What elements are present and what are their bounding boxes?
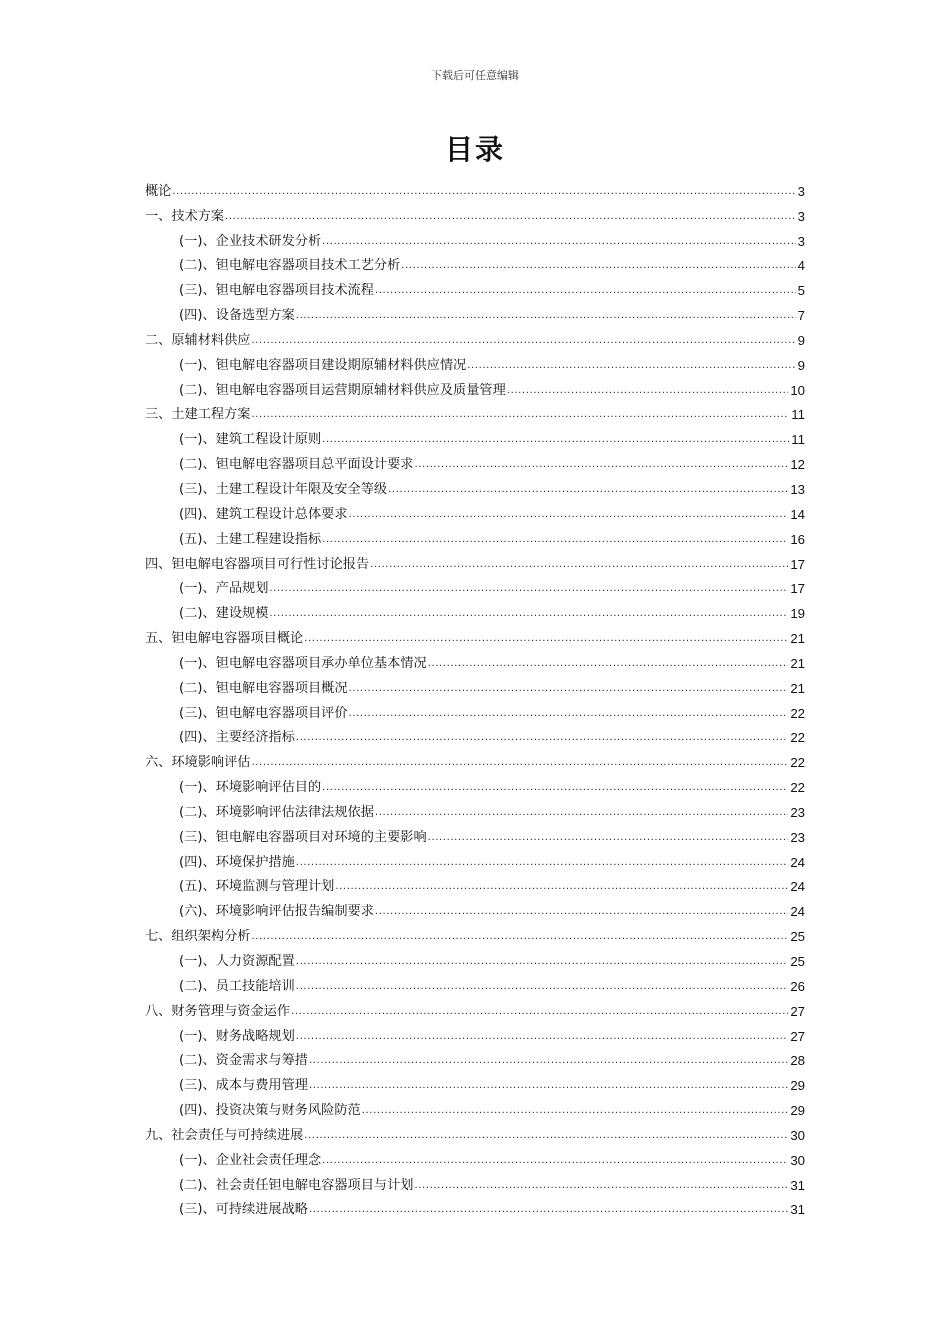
toc-dot-leader (348, 705, 789, 722)
page-title: 目录 (444, 133, 505, 166)
toc-entry-page-number: 22 (790, 730, 805, 746)
toc-entry[interactable] (145, 871, 805, 896)
toc-entry-label: (一)、钽电解电容器项目建设期原辅材料供应情况 (179, 357, 467, 373)
toc-entry-label: (二)、钽电解电容器项目运营期原辅材料供应及质量管理 (179, 382, 506, 398)
toc-entry-label: 五、钽电解电容器项目概论 (145, 631, 304, 647)
toc-entry[interactable] (145, 423, 805, 448)
toc-entry[interactable] (145, 895, 805, 920)
toc-entry-page-number: 27 (790, 1028, 805, 1044)
toc-entry-label: 概论 (145, 183, 172, 199)
toc-entry-page-number: 27 (790, 1003, 805, 1019)
toc-entry-label: (一)、企业社会责任理念 (179, 1152, 322, 1168)
toc-dot-leader (427, 655, 789, 672)
toc-entry-page-number: 5 (797, 283, 805, 299)
toc-entry-label: (四)、投资决策与财务风险防范 (179, 1103, 361, 1119)
toc-entry[interactable] (145, 324, 805, 349)
toc-dot-leader (321, 431, 789, 448)
toc-entry[interactable] (145, 995, 805, 1020)
toc-dot-leader (466, 357, 795, 374)
toc-entry[interactable] (145, 697, 805, 722)
toc-entry[interactable] (145, 821, 805, 846)
toc-entry[interactable] (145, 970, 805, 995)
toc-dot-leader (295, 307, 796, 324)
toc-entry[interactable] (145, 1194, 805, 1219)
toc-entry-page-number: 9 (797, 357, 805, 373)
toc-dot-leader (295, 1028, 789, 1045)
toc-entry-page-number: 30 (790, 1152, 805, 1168)
toc-entry[interactable] (145, 1144, 805, 1169)
toc-entry[interactable] (145, 299, 805, 324)
toc-dot-leader (374, 903, 788, 920)
toc-entry-label: (六)、环境影响评估报告编制要求 (179, 904, 374, 920)
toc-entry[interactable] (145, 1094, 805, 1119)
toc-entry-page-number: 3 (797, 208, 805, 224)
toc-entry-label: (一)、钽电解电容器项目承办单位基本情况 (179, 655, 427, 671)
toc-dot-leader (321, 1152, 788, 1169)
toc-entry[interactable] (145, 647, 805, 672)
toc-entry[interactable] (145, 622, 805, 647)
toc-entry-label: (三)、钽电解电容器项目评价 (179, 705, 348, 721)
toc-entry[interactable] (145, 349, 805, 374)
toc-entry-page-number: 21 (790, 631, 805, 647)
toc-entry-label: 九、社会责任与可持续进展 (145, 1127, 304, 1143)
toc-entry-page-number: 19 (790, 606, 805, 622)
toc-entry-page-number: 3 (797, 183, 805, 199)
toc-entry-label: (四)、环境保护措施 (179, 854, 295, 870)
toc-entry[interactable] (145, 746, 805, 771)
toc-entry[interactable] (145, 1169, 805, 1194)
toc-entry-label: (二)、员工技能培训 (179, 978, 295, 994)
toc-entry-label: 一、技术方案 (145, 208, 225, 224)
toc-entry-page-number: 16 (790, 531, 805, 547)
toc-entry-label: (三)、可持续进展战略 (179, 1202, 308, 1218)
toc-entry-page-number: 17 (790, 556, 805, 572)
toc-dot-leader (251, 332, 796, 349)
toc-dot-leader (303, 1127, 788, 1144)
toc-entry-label: 六、环境影响评估 (145, 755, 251, 771)
toc-entry-page-number: 11 (791, 432, 805, 448)
toc-dot-leader (295, 978, 789, 995)
toc-entry-page-number: 22 (790, 705, 805, 721)
toc-entry-page-number: 29 (790, 1103, 805, 1119)
toc-entry-page-number: 9 (797, 332, 805, 348)
toc-dot-leader (295, 854, 789, 871)
toc-entry-label: (三)、钽电解电容器项目技术流程 (179, 283, 374, 299)
toc-entry-label: (二)、钽电解电容器项目技术工艺分析 (179, 258, 401, 274)
toc-entry[interactable] (145, 175, 805, 200)
toc-entry-label: (四)、建筑工程设计总体要求 (179, 506, 348, 522)
toc-dot-leader (268, 605, 788, 622)
toc-entry-label: (一)、产品规划 (179, 581, 269, 597)
toc-entry-label: (三)、钽电解电容器项目对环境的主要影响 (179, 829, 427, 845)
page-header: 下载后可任意编辑 (431, 69, 519, 82)
toc-entry-page-number: 21 (790, 655, 805, 671)
toc-entry-label: 二、原辅材料供应 (145, 332, 251, 348)
toc-entry[interactable] (145, 274, 805, 299)
toc-entry[interactable] (145, 374, 805, 399)
toc-dot-leader (413, 456, 788, 473)
toc-entry[interactable] (145, 945, 805, 970)
toc-entry-label: (一)、财务战略规划 (179, 1028, 295, 1044)
toc-entry-page-number: 12 (790, 457, 805, 473)
toc-dot-leader (295, 729, 789, 746)
toc-dot-leader (374, 282, 796, 299)
toc-dot-leader (413, 1177, 788, 1194)
toc-dot-leader (369, 556, 788, 573)
toc-entry-page-number: 11 (791, 407, 805, 423)
toc-entry-page-number: 22 (790, 780, 805, 796)
toc-entry-page-number: 28 (790, 1053, 805, 1069)
toc-dot-leader (251, 754, 789, 771)
table-of-contents (145, 175, 805, 1218)
toc-dot-leader (308, 1077, 788, 1094)
toc-entry[interactable] (145, 225, 805, 250)
toc-entry-page-number: 23 (790, 829, 805, 845)
toc-entry-label: (二)、钽电解电容器项目概况 (179, 680, 348, 696)
toc-entry-page-number: 26 (790, 978, 805, 994)
toc-entry-label: (二)、社会责任钽电解电容器项目与计划 (179, 1177, 414, 1193)
toc-dot-leader (321, 779, 788, 796)
toc-entry[interactable] (145, 920, 805, 945)
toc-entry-page-number: 24 (790, 879, 805, 895)
toc-entry-label: 八、财务管理与资金运作 (145, 1003, 291, 1019)
toc-entry[interactable] (145, 473, 805, 498)
toc-dot-leader (387, 481, 788, 498)
toc-dot-leader (400, 257, 795, 274)
toc-dot-leader (374, 804, 788, 821)
toc-dot-leader (251, 406, 790, 423)
toc-entry-label: 七、组织架构分析 (145, 929, 251, 945)
toc-entry[interactable] (145, 1069, 805, 1094)
toc-entry-page-number: 24 (790, 854, 805, 870)
toc-entry-page-number: 17 (790, 581, 805, 597)
toc-dot-leader (251, 928, 789, 945)
toc-dot-leader (334, 878, 788, 895)
toc-entry-label: 三、土建工程方案 (145, 407, 251, 423)
toc-entry[interactable] (145, 250, 805, 275)
toc-entry[interactable] (145, 548, 805, 573)
toc-dot-leader (224, 208, 796, 225)
toc-entry-label: 四、钽电解电容器项目可行性讨论报告 (145, 556, 370, 572)
toc-dot-leader (427, 829, 789, 846)
toc-entry-label: (五)、土建工程建设指标 (179, 531, 322, 547)
toc-entry[interactable] (145, 1045, 805, 1070)
toc-entry-label: (二)、环境影响评估法律法规依据 (179, 804, 374, 820)
toc-dot-leader (348, 680, 789, 697)
toc-entry-label: (一)、企业技术研发分析 (179, 233, 322, 249)
toc-entry-label: (四)、设备选型方案 (179, 308, 295, 324)
toc-dot-leader (321, 531, 788, 548)
toc-entry-page-number: 31 (790, 1202, 805, 1218)
toc-entry-page-number: 14 (790, 506, 805, 522)
toc-entry-page-number: 21 (790, 680, 805, 696)
toc-dot-leader (303, 630, 788, 647)
toc-dot-leader (268, 580, 788, 597)
toc-entry[interactable] (145, 1020, 805, 1045)
toc-dot-leader (348, 506, 789, 523)
toc-entry-page-number: 31 (790, 1177, 805, 1193)
toc-entry-label: (四)、主要经济指标 (179, 730, 295, 746)
toc-dot-leader (361, 1102, 789, 1119)
toc-entry-label: (三)、成本与费用管理 (179, 1078, 308, 1094)
toc-entry-label: (二)、钽电解电容器项目总平面设计要求 (179, 457, 414, 473)
toc-entry[interactable] (145, 523, 805, 548)
toc-dot-leader (308, 1201, 788, 1218)
toc-dot-leader (171, 183, 795, 200)
toc-entry[interactable] (145, 796, 805, 821)
toc-entry-page-number: 7 (797, 308, 805, 324)
toc-entry[interactable] (145, 597, 805, 622)
toc-entry-label: (三)、土建工程设计年限及安全等级 (179, 481, 388, 497)
toc-entry-page-number: 30 (790, 1127, 805, 1143)
toc-entry-page-number: 23 (790, 804, 805, 820)
toc-entry[interactable] (145, 771, 805, 796)
toc-entry[interactable] (145, 399, 805, 424)
toc-entry[interactable] (145, 672, 805, 697)
toc-dot-leader (321, 233, 795, 250)
toc-entry[interactable] (145, 200, 805, 225)
toc-entry-page-number: 4 (797, 258, 805, 274)
toc-entry-label: (二)、建设规模 (179, 606, 269, 622)
toc-entry-page-number: 25 (790, 954, 805, 969)
toc-entry[interactable] (145, 498, 805, 523)
toc-entry[interactable] (145, 722, 805, 747)
toc-entry-label: (一)、人力资源配置 (179, 954, 295, 969)
toc-entry-page-number: 10 (790, 382, 805, 398)
toc-entry-page-number: 22 (790, 755, 805, 771)
toc-entry-label: (一)、建筑工程设计原则 (179, 432, 322, 448)
toc-entry-label: (二)、资金需求与筹措 (179, 1053, 308, 1069)
toc-entry-label: (一)、环境影响评估目的 (179, 780, 322, 796)
toc-entry-page-number: 25 (790, 929, 805, 945)
toc-entry[interactable] (145, 846, 805, 871)
toc-entry[interactable] (145, 448, 805, 473)
toc-dot-leader (290, 1003, 788, 1020)
toc-dot-leader (308, 1052, 788, 1069)
toc-entry-page-number: 3 (797, 233, 805, 249)
toc-entry-page-number: 24 (790, 904, 805, 920)
toc-entry[interactable] (145, 573, 805, 598)
toc-dot-leader (506, 382, 789, 399)
toc-entry-page-number: 29 (790, 1078, 805, 1094)
toc-entry-label: (五)、环境监测与管理计划 (179, 879, 335, 895)
toc-entry[interactable] (145, 1119, 805, 1144)
toc-entry-page-number: 13 (790, 481, 805, 497)
toc-dot-leader (295, 953, 789, 970)
